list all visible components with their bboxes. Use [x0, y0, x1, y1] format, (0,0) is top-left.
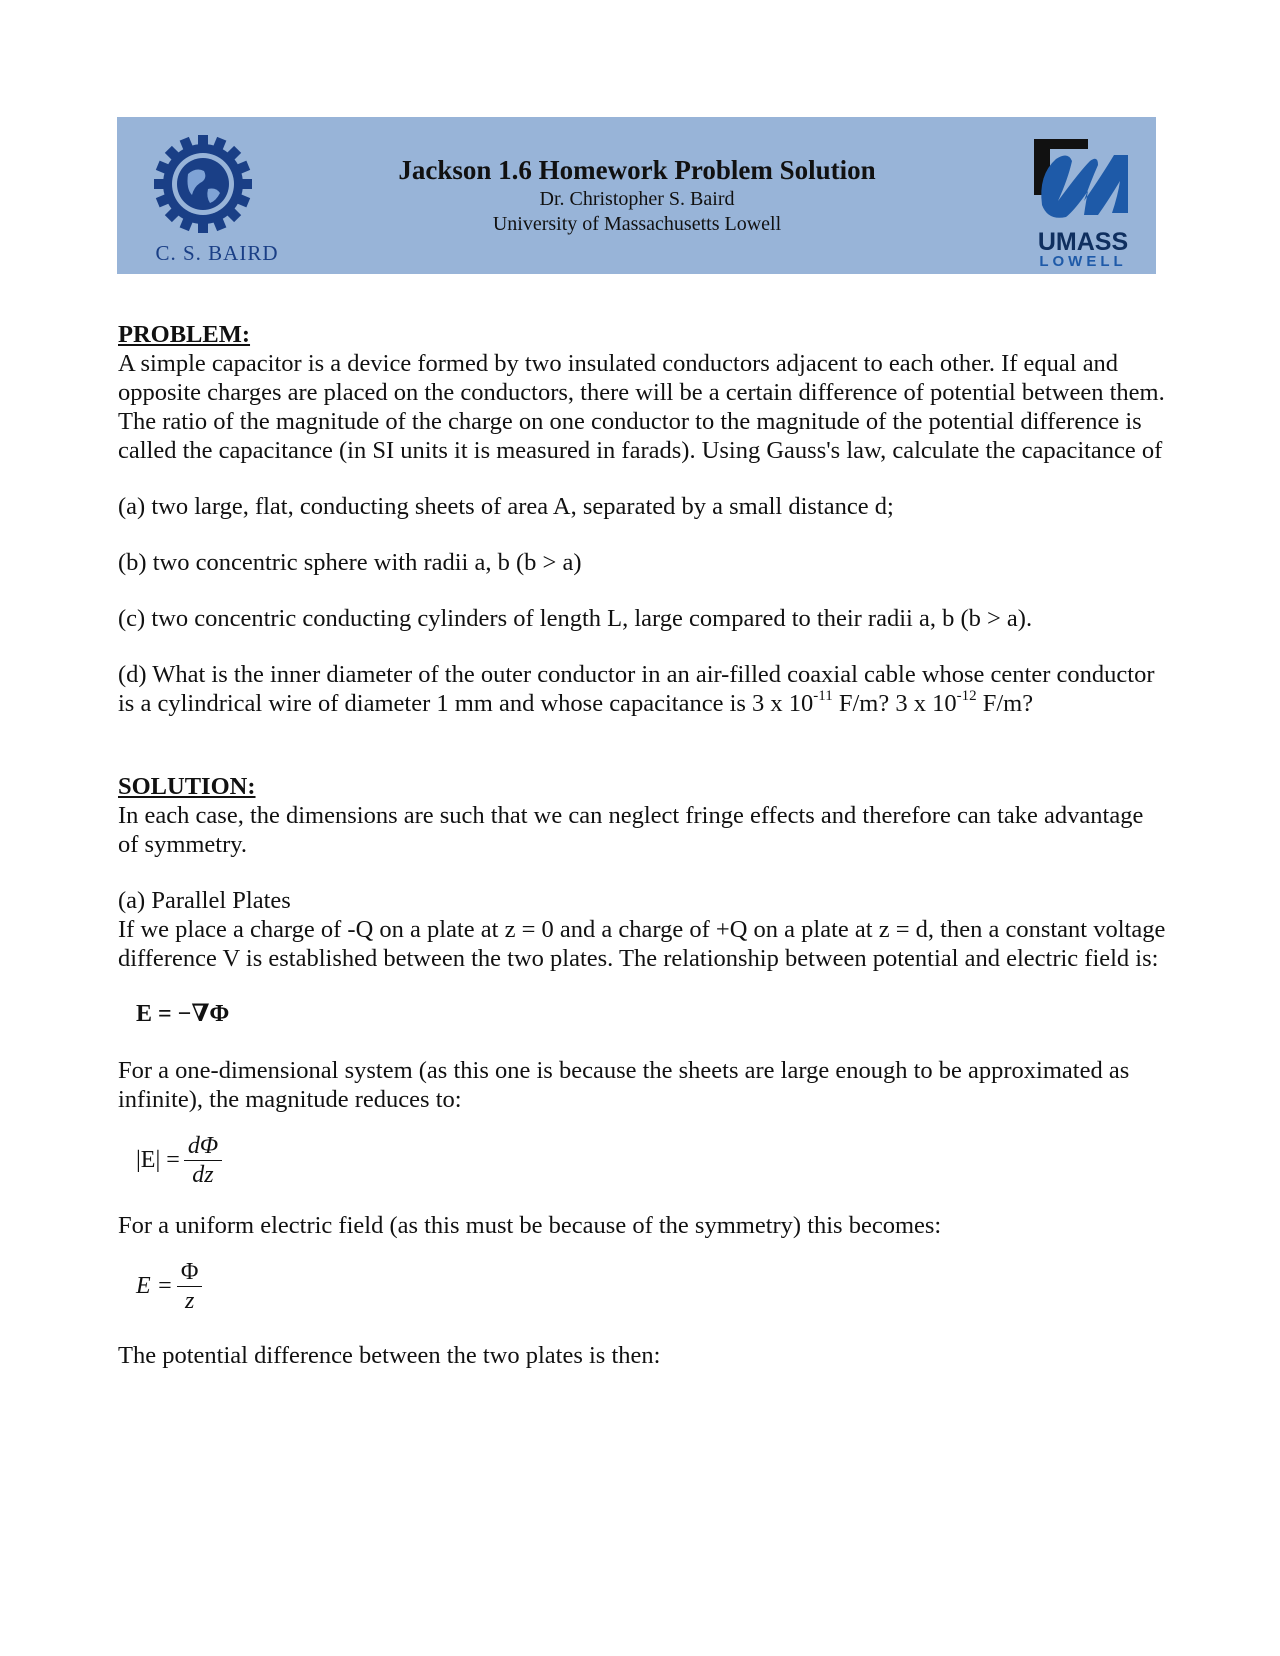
- equation-uniform-field: [118, 1258, 1168, 1315]
- document-title: Jackson 1.6 Homework Problem Solution: [398, 155, 876, 185]
- fraction-numerator: dΦ: [184, 1132, 222, 1161]
- solution-text-4: The potential difference between the two plates is then:: [118, 1342, 661, 1369]
- fraction-denominator: z: [184, 1288, 195, 1314]
- solution-heading: SOLUTION:: [118, 773, 256, 800]
- umass-lowell-logo: [1028, 135, 1138, 270]
- part-d-text-1: (d) What is the inner diameter of the outer conductor in an air-filled coaxial cable whose center conductor is a cylindrical wire of diameter 1 mm and whose capacitance is 3 x 10: [118, 661, 1155, 717]
- umass-word: UMASS: [1037, 228, 1129, 256]
- header-text-block: [347, 153, 927, 237]
- equation-uniform-fraction: [177, 1258, 203, 1315]
- part-d-text-3: F/m?: [976, 690, 1034, 717]
- author-name: Dr. Christopher S. Baird: [539, 188, 735, 210]
- equation-magnitude-fraction: [184, 1132, 222, 1189]
- fraction-denominator: dz: [192, 1162, 214, 1188]
- document-body: [118, 320, 1168, 1370]
- solution-text-3: For a uniform electric field (as this must be because of the symmetry) this becomes:: [118, 1212, 942, 1239]
- problem-intro: A simple capacitor is a device formed by two insulated conductors adjacent to each other. If equal and opposite charges are placed on the conductors, there will be a certain difference of potential between them. The ratio of the magnitude of the charge on one conductor to the magnitude of the potential difference is called the capacitance (in SI units it is measured in farads). Using Gauss's law, calculate the capacitance of: [118, 350, 1165, 464]
- equation-magnitude-lhs: |E| =: [136, 1147, 180, 1173]
- equation-uniform-lhs: E =: [136, 1273, 173, 1299]
- header-banner: [117, 117, 1156, 274]
- equation-gradient: E = −∇Φ: [136, 1001, 230, 1027]
- equation-magnitude: [118, 1132, 1168, 1189]
- solution-text-2: For a one-dimensional system (as this one is because the sheets are large enough to be approximated as infinite), the magnitude reduces to:: [118, 1057, 1130, 1113]
- fraction-numerator: Φ: [177, 1258, 203, 1287]
- globe-gear-icon: [148, 129, 258, 239]
- problem-part-b: (b) two concentric sphere with radii a, b (b > a): [118, 549, 582, 576]
- solution-intro: In each case, the dimensions are such that we can neglect fringe effects and therefore can take advantage of symmetry.: [118, 802, 1144, 858]
- cs-baird-logo: [117, 117, 297, 274]
- part-d-exponent-2: -12: [956, 687, 977, 704]
- problem-part-d: [118, 660, 1168, 718]
- umass-emblem-icon: [1028, 135, 1138, 227]
- problem-heading: PROBLEM:: [118, 321, 251, 348]
- problem-part-c: (c) two concentric conducting cylinders of length L, large compared to their radii a, b (b > a).: [118, 605, 1033, 632]
- solution-part-a-text: If we place a charge of -Q on a plate at z = 0 and a charge of +Q on a plate at z = d, then a constant voltage difference V is established between the two plates. The relationship between potential and electric field is:: [118, 916, 1166, 972]
- lowell-word: LOWELL: [1039, 253, 1127, 270]
- part-d-text-2: F/m? 3 x 10: [832, 690, 957, 717]
- affiliation: University of Massachusetts Lowell: [492, 213, 782, 235]
- part-d-exponent-1: -11: [813, 687, 833, 704]
- solution-part-a-title: (a) Parallel Plates: [118, 887, 291, 914]
- problem-part-a: (a) two large, flat, conducting sheets of area A, separated by a small distance d;: [118, 493, 894, 520]
- logo-left-text: C. S. BAIRD: [155, 241, 279, 265]
